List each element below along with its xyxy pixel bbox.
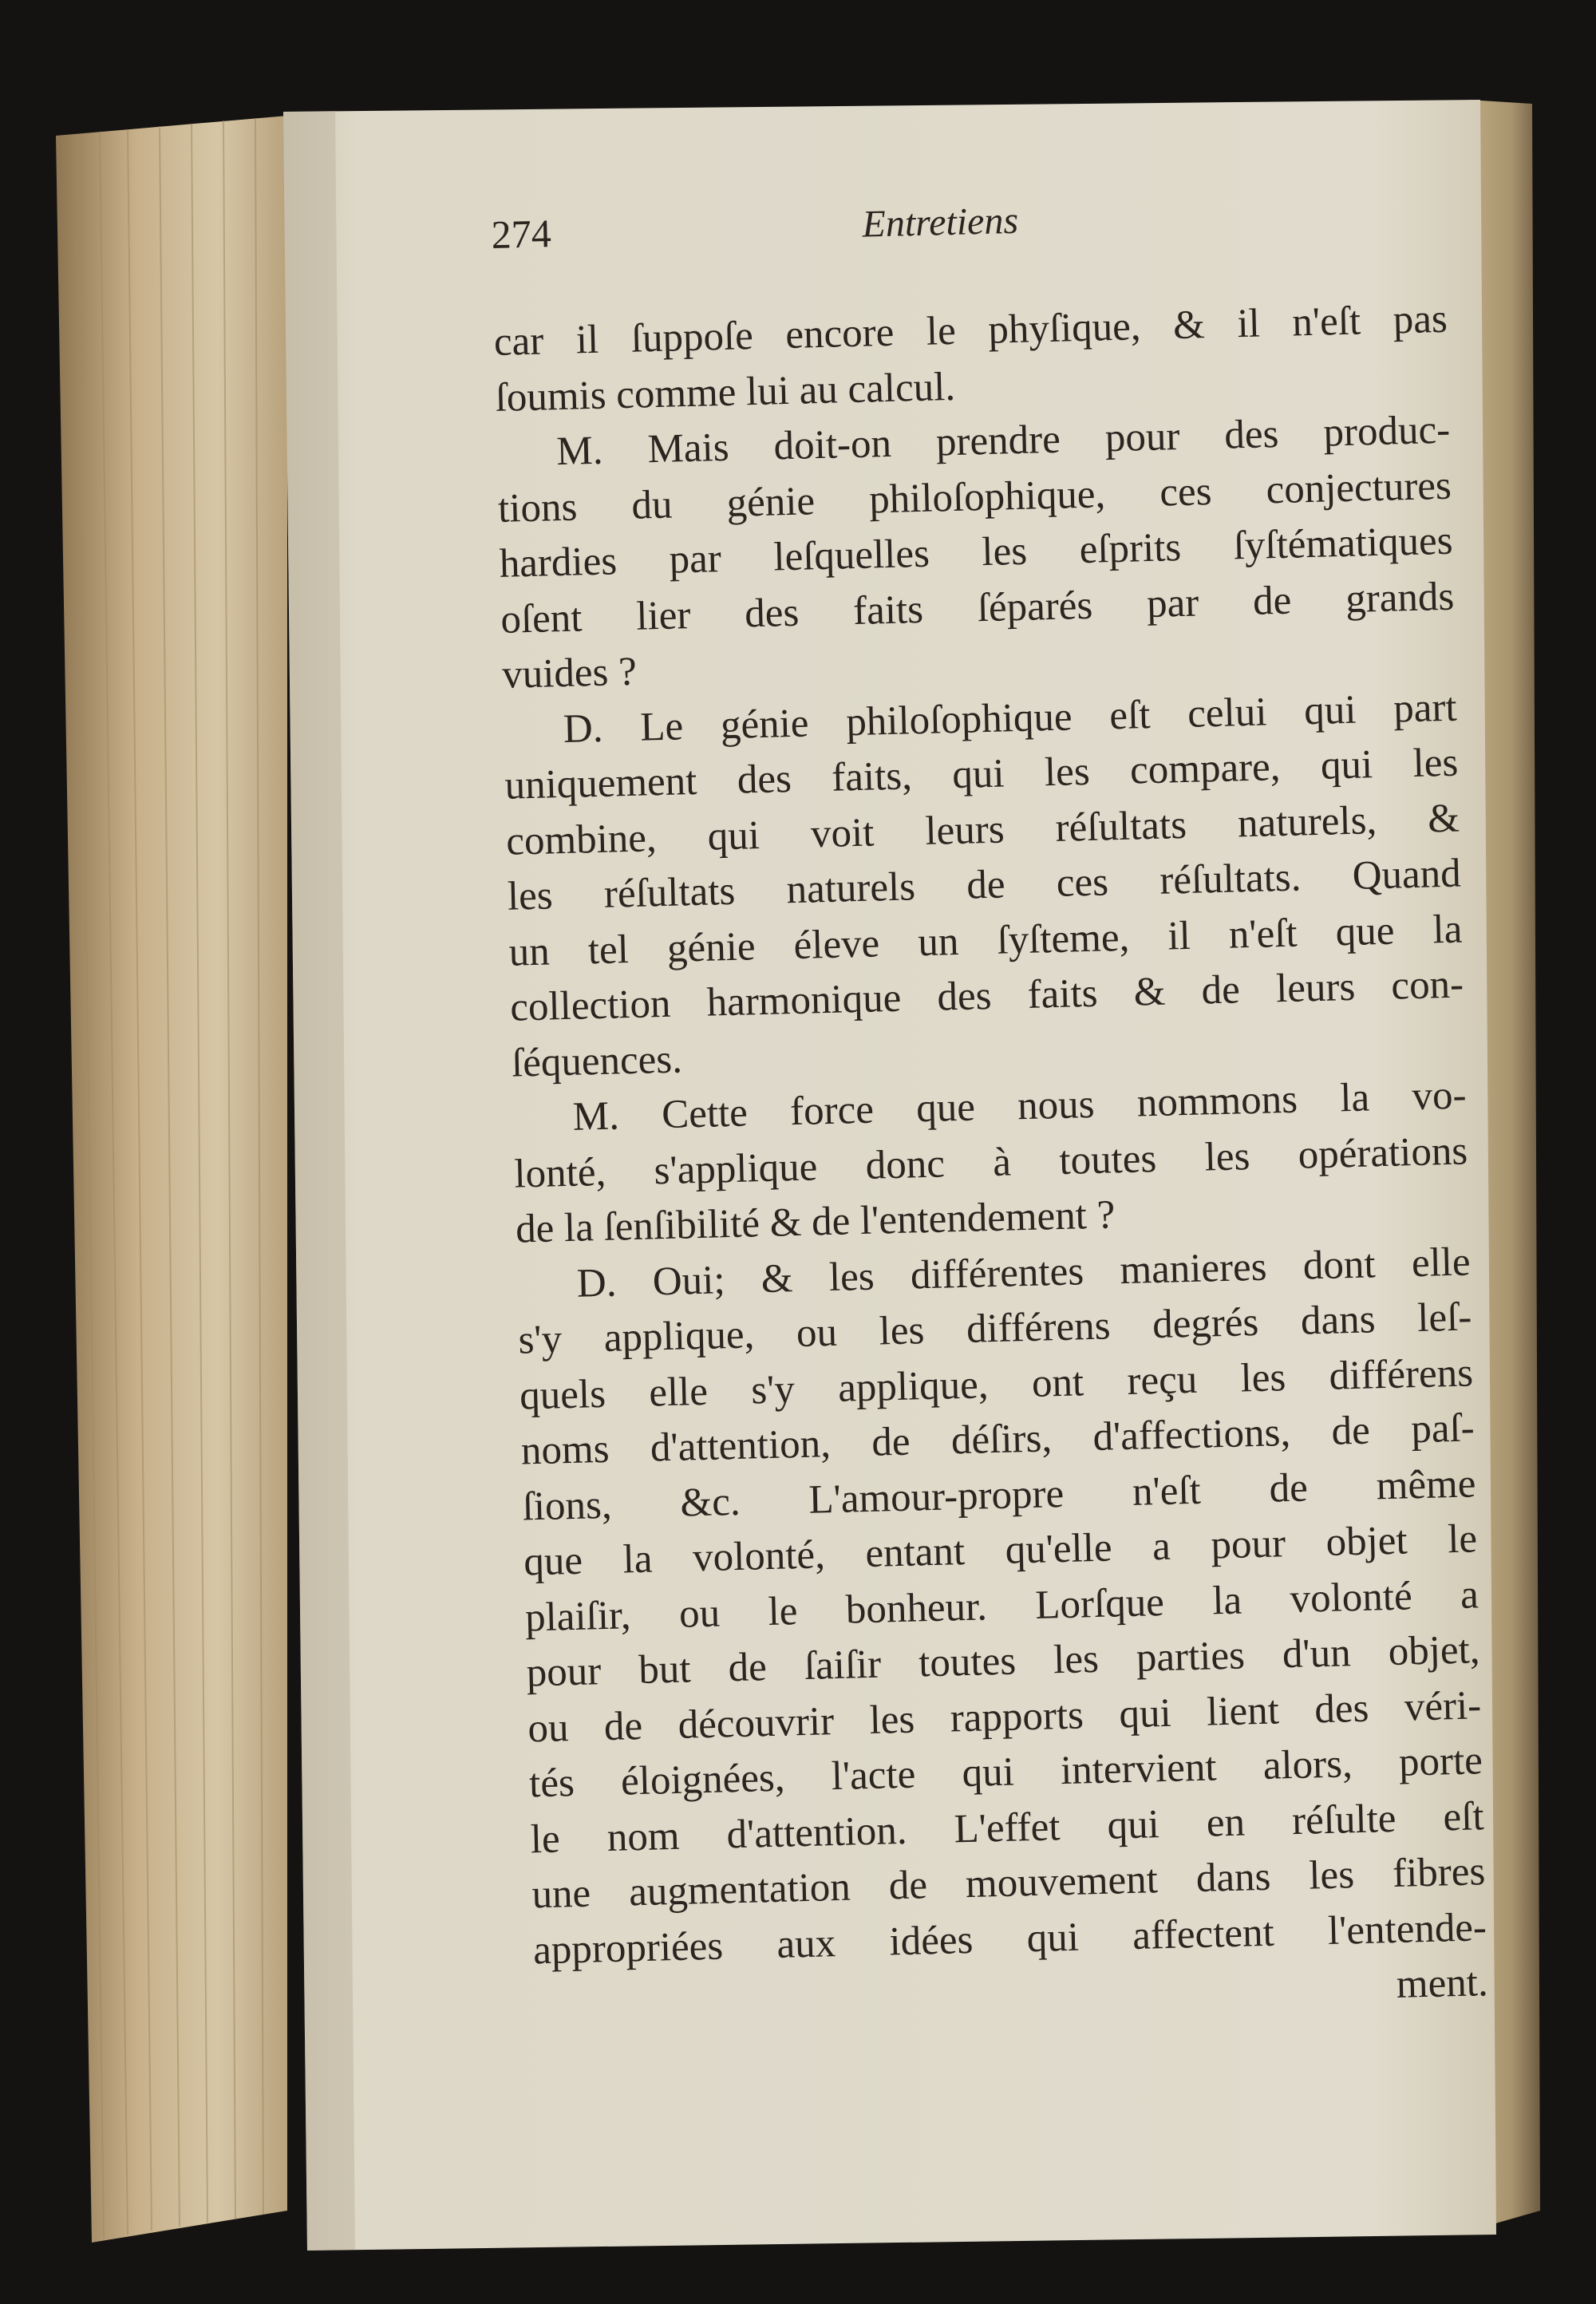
text-line: collection harmonique des faits & de leurs con- [509,962,1464,1030]
text-line: oſent lier des faits ſéparés par de grands [500,574,1455,642]
text-line: M. Mais doit-on prendre pour des produc- [555,407,1451,475]
text-line: uniquement des faits, qui les compare, qui les [504,740,1459,808]
text-line: combine, qui voit leurs réſultats naturels, & [505,796,1460,864]
text-line: D. Oui; & les différentes manieres dont elle [576,1239,1472,1306]
running-title: Entretiens [861,199,1019,246]
body-text [493,292,1488,2034]
text-line: plaiſir, ou le bonheur. Lorſque la volonté a [524,1571,1479,1640]
text-line: un tel génie éleve un ſyſteme, il n'eſt que la [508,907,1464,975]
text-line: lonté, s'applique donc à toutes les opérations [513,1128,1468,1197]
text-line: une augmentation de mouvement dans les fibres [531,1849,1486,1918]
text-line: ſéquences. [511,1036,683,1086]
text-line: s'y applique, ou les différens degrés dans leſ- [517,1294,1472,1363]
page-edges [56,116,287,2243]
text-line: tions du génie philoſophique, ces conjectures [497,463,1452,532]
text-line: quels elle s'y applique, ont reçu les différens [519,1350,1474,1419]
text-line: D. Le génie philoſophique eſt celui qui part [563,685,1458,752]
text-line: ou de découvrir les rapports qui lient des véri- [527,1682,1482,1751]
text-line: pour but de ſaiſir toutes les parties d'un objet, [526,1627,1481,1696]
text-line: que la volonté, entant qu'elle a pour objet le [523,1516,1478,1585]
text-line: ſions, &c. L'amour-propre n'eſt de même [521,1460,1476,1530]
text-line: les réſultats naturels de ces réſultats. Quand [507,851,1462,919]
text-line: appropriées aux idées qui affectent l'entende- [532,1904,1487,1973]
text-line: ſoumis comme lui au calcul. [495,364,956,421]
text-line: car il ſuppoſe encore le phyſique, & il n'eſt pas [493,296,1448,365]
text-line: vuides ? [501,649,638,698]
page-number: 274 [491,211,552,257]
text-line: de la ſenſibilité & de l'entendement ? [515,1192,1116,1252]
text-line: ment. [1396,1960,1489,2007]
text-line: M. Cette force que nous nommons la vo- [572,1073,1468,1140]
text-line: noms d'attention, de déſirs, d'affections, de paſ- [520,1405,1476,1474]
text-line: hardies par leſquelles les eſprits ſyſtématiques [499,518,1454,587]
text-line: tés éloignées, l'acte qui intervient alors, porte [528,1738,1483,1807]
page-content [491,188,1488,2034]
text-line: le nom d'attention. L'effet qui en réſulte eſt [530,1793,1485,1862]
